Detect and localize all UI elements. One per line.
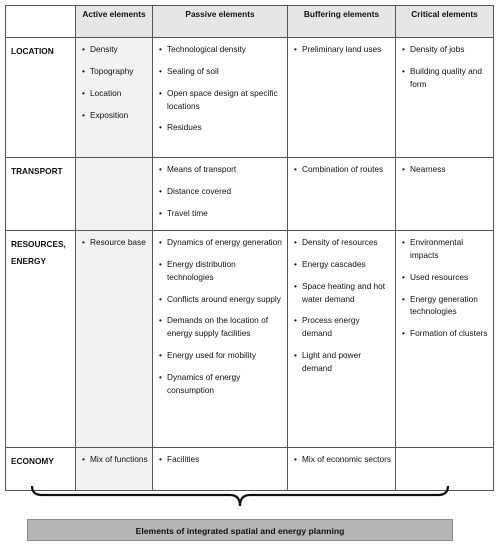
list-item: • Energy used for mobility — [159, 349, 283, 362]
list-item: • Process energy demand — [294, 314, 391, 340]
list-item: • Demands on the location of energy supply facilities — [159, 314, 283, 340]
table-row — [6, 158, 494, 231]
list-item: • Mix of functions — [82, 453, 148, 466]
list-item: • Exposition — [82, 109, 148, 122]
row-label: TRANSPORT — [6, 158, 76, 231]
list-item: • Density of jobs — [402, 43, 489, 56]
list-item: • Energy cascades — [294, 258, 391, 271]
header-buffering-elements: Buffering elements — [288, 6, 396, 38]
list-item: • Travel time — [159, 207, 283, 220]
bullet-list — [294, 453, 391, 466]
list-item: • Energy generation technologies — [402, 293, 489, 319]
bullet-list — [402, 43, 489, 91]
cell-buffering — [288, 231, 396, 448]
list-item: • Means of transport — [159, 163, 283, 176]
cell-passive — [153, 38, 288, 158]
curly-brace-icon — [30, 484, 450, 510]
list-item: • Nearness — [402, 163, 489, 176]
list-item: • Topography — [82, 65, 148, 78]
bullet-list — [159, 453, 283, 466]
list-item: • Mix of economic sectors — [294, 453, 391, 466]
list-item: • Building quality and form — [402, 65, 489, 91]
list-item: • Environmental impacts — [402, 236, 489, 262]
list-item: • Sealing of soil — [159, 65, 283, 78]
list-item: • Preliminary land uses — [294, 43, 391, 56]
footer-caption-box: Elements of integrated spatial and energy planning — [27, 519, 453, 541]
cell-active — [76, 231, 153, 448]
row-label: ECONOMY — [6, 448, 76, 491]
header-critical-elements: Critical elements — [396, 6, 494, 38]
list-item: • Resource base — [82, 236, 148, 249]
cell-active — [76, 38, 153, 158]
table-row — [6, 231, 494, 448]
cell-critical — [396, 158, 494, 231]
cell-buffering — [288, 158, 396, 231]
list-item: • Dynamics of energy generation — [159, 236, 283, 249]
cell-passive — [153, 158, 288, 231]
row-label: RESOURCES, ENERGY — [6, 231, 76, 448]
header-active-elements: Active elements — [76, 6, 153, 38]
cell-buffering — [288, 38, 396, 158]
cell-critical — [396, 38, 494, 158]
list-item: • Facilities — [159, 453, 283, 466]
table-header — [6, 6, 494, 38]
list-item: • Location — [82, 87, 148, 100]
row-label: LOCATION — [6, 38, 76, 158]
table-row — [6, 38, 494, 158]
bullet-list — [294, 236, 391, 375]
list-item: • Density — [82, 43, 148, 56]
list-item: • Residues — [159, 121, 283, 134]
list-item: • Conflicts around energy supply — [159, 293, 283, 306]
list-item: • Light and power demand — [294, 349, 391, 375]
list-item: • Formation of clusters — [402, 327, 489, 340]
list-item: • Space heating and hot water demand — [294, 280, 391, 306]
list-item: • Used resources — [402, 271, 489, 284]
list-item: • Energy distribution technologies — [159, 258, 283, 284]
bullet-list — [402, 163, 489, 176]
header-corner-cell — [6, 6, 76, 38]
bullet-list — [82, 236, 148, 249]
list-item: • Dynamics of energy consumption — [159, 371, 283, 397]
list-item: • Technological density — [159, 43, 283, 56]
bullet-list — [82, 43, 148, 121]
cell-passive — [153, 231, 288, 448]
bullet-list — [159, 236, 283, 397]
list-item: • Combination of routes — [294, 163, 391, 176]
table-body — [6, 38, 494, 491]
list-item: • Distance covered — [159, 185, 283, 198]
list-item: • Density of resources — [294, 236, 391, 249]
bullet-list — [159, 163, 283, 220]
cell-critical — [396, 231, 494, 448]
bullet-list — [402, 236, 489, 340]
planning-elements-table — [5, 5, 494, 491]
bullet-list — [159, 43, 283, 134]
cell-active — [76, 158, 153, 231]
bullet-list — [294, 163, 391, 176]
bullet-list — [82, 453, 148, 466]
header-passive-elements: Passive elements — [153, 6, 288, 38]
bullet-list — [294, 43, 391, 56]
list-item: • Open space design at specific locations — [159, 87, 283, 113]
